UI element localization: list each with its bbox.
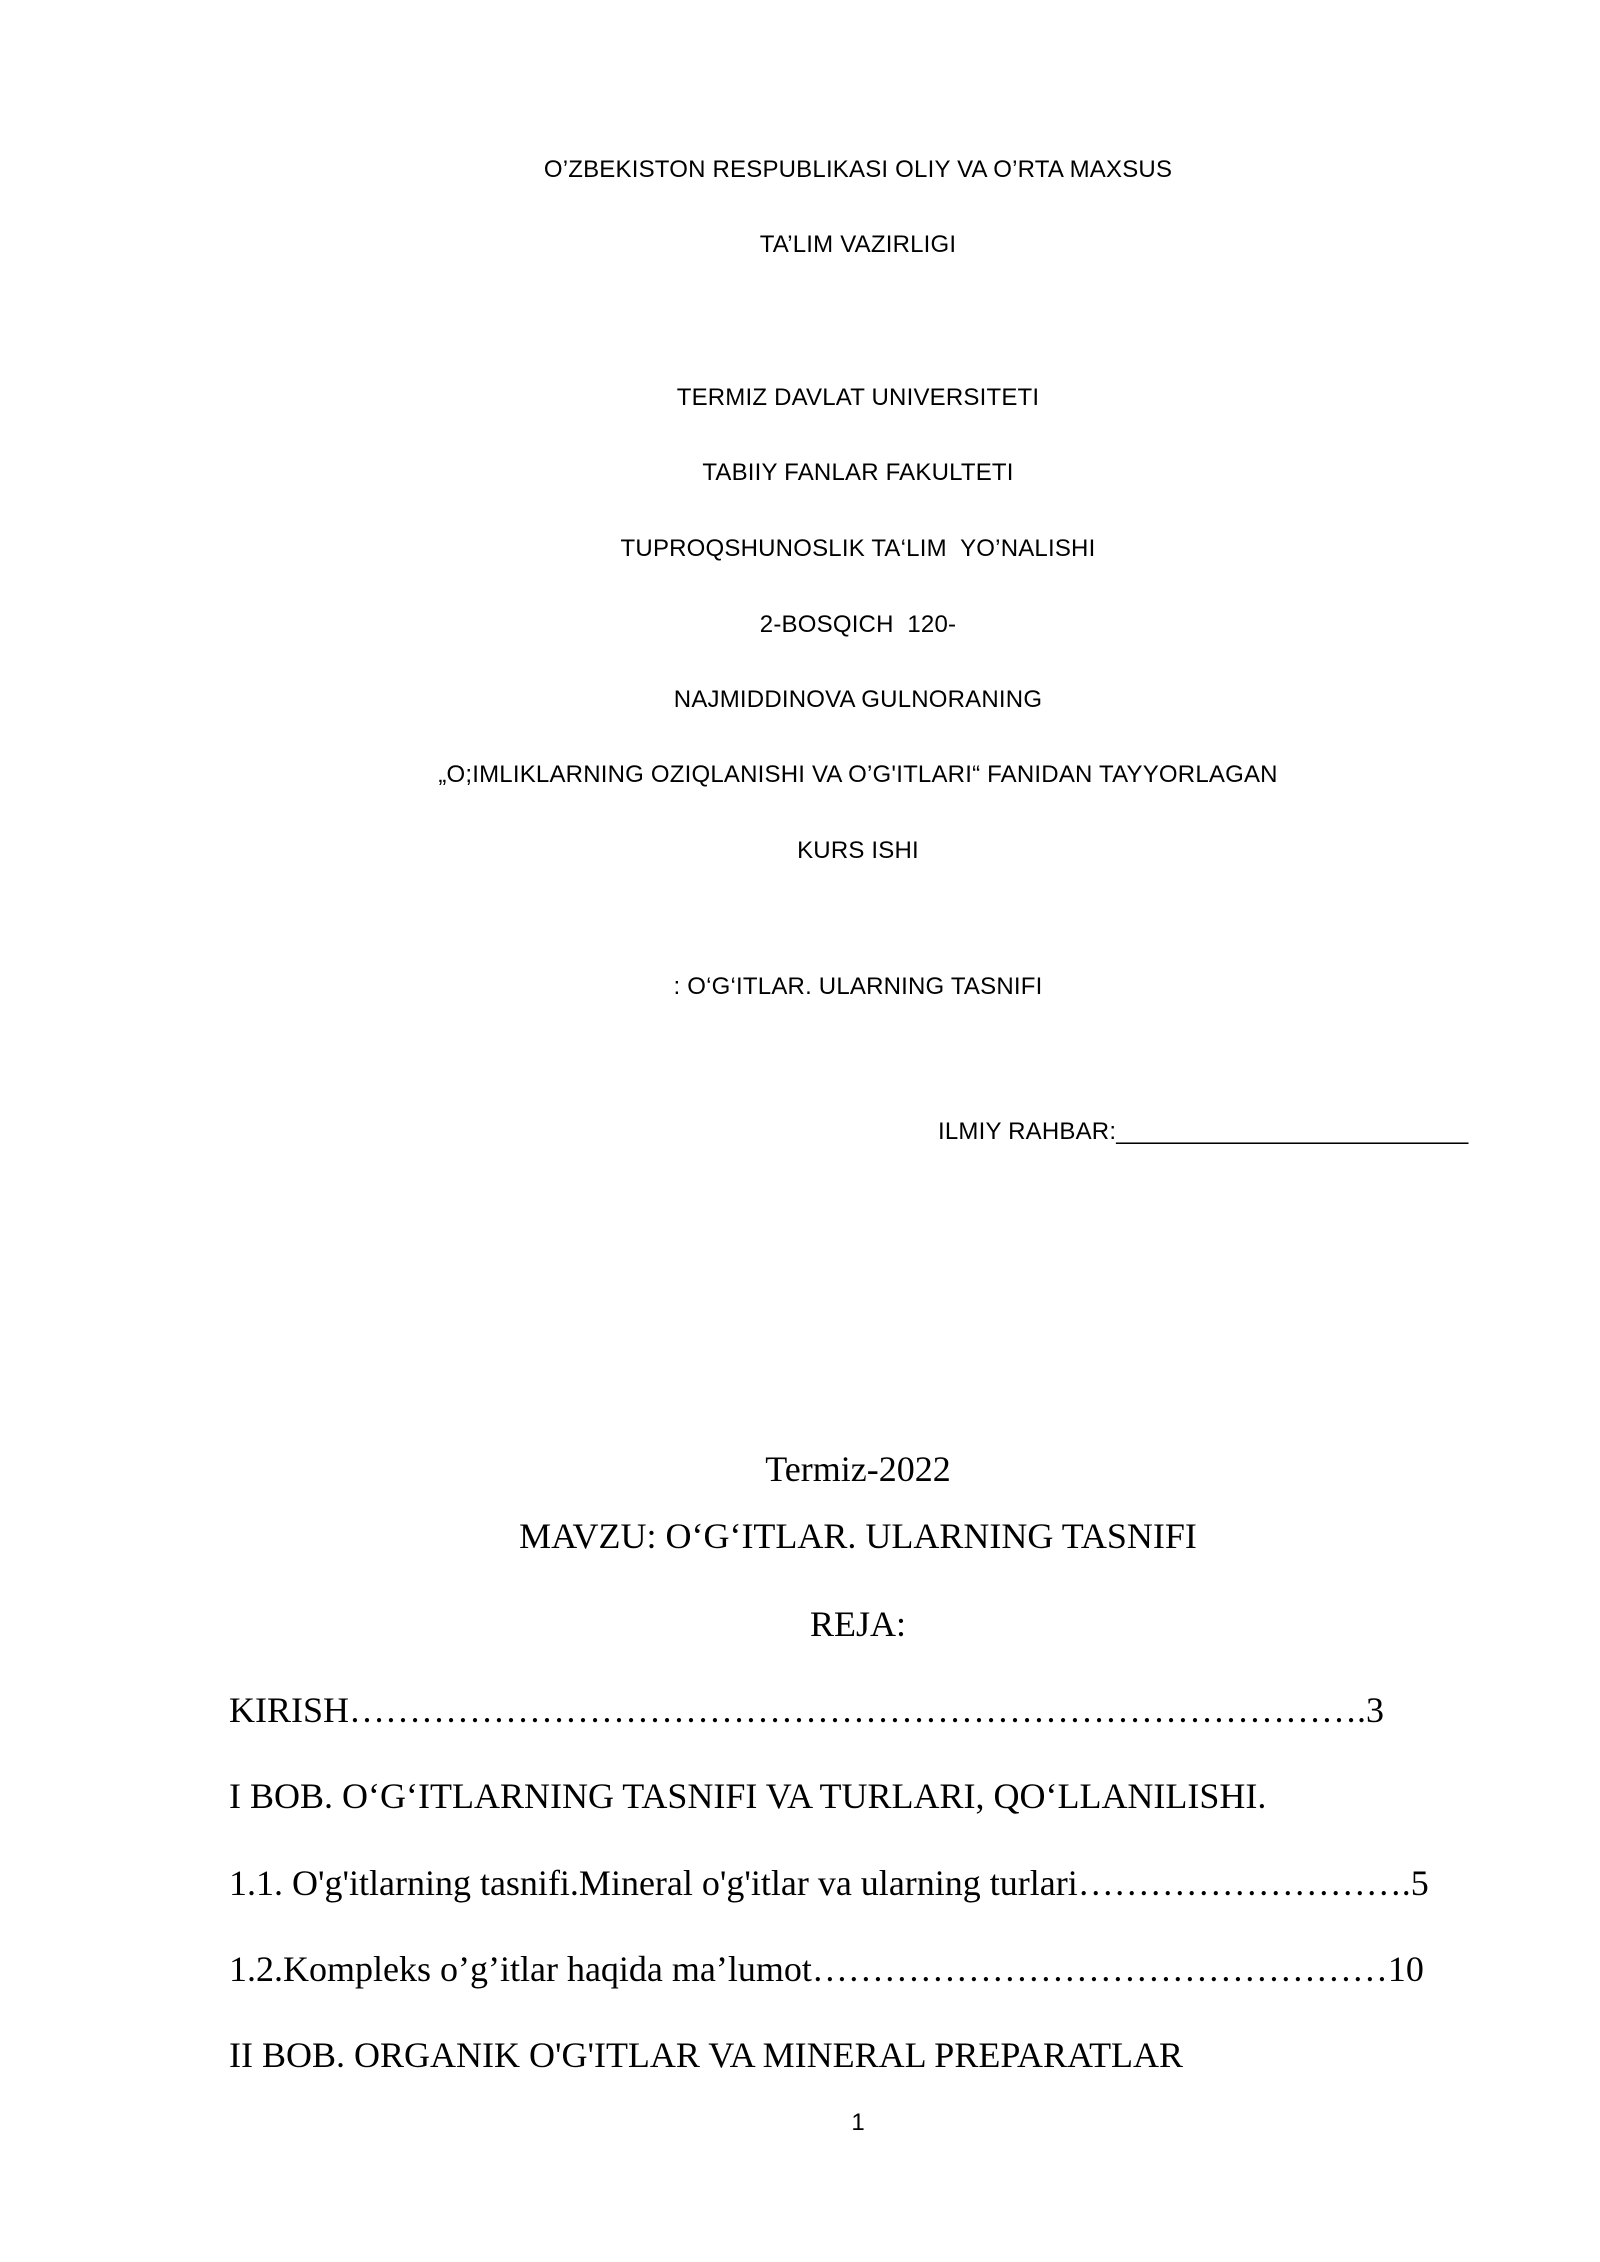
toc-item-chapter-2: II BOB. ORGANIK O'G'ITLAR VA MINERAL PREPARATLAR	[229, 2035, 1184, 2075]
toc-item-chapter-1: I BOB. O‘G‘ITLARNING TASNIFI VA TURLARI, QO‘LLANILISHI.	[229, 1776, 1267, 1816]
university-name: TERMIZ DAVLAT UNIVERSITETI	[676, 384, 1040, 411]
student-name: NAJMIDDINOVA GULNORANING	[673, 686, 1043, 713]
toc-item-section-1-2: 1.2.Kompleks o’g’itlar haqida ma’lumot…………………………………………10	[229, 1949, 1424, 1989]
supervisor-line: ILMIY RAHBAR:__________________________	[938, 1118, 1469, 1145]
ministry-line-2: TA’LIM VAZIRLIGI	[759, 231, 957, 258]
ministry-line-1: O’ZBEKISTON RESPUBLIKASI OLIY VA O’RTA MAXSUS	[543, 156, 1173, 183]
cover-topic: : O‘G‘ITLAR. ULARNING TASNIFI	[673, 973, 1043, 1000]
plan-heading: REJA:	[809, 1604, 906, 1644]
direction-name: TUPROQSHUNOSLIK TA‘LIM YO’NALISHI	[620, 535, 1096, 562]
toc-item-introduction: KIRISH………………………………………………………………………….3	[229, 1690, 1385, 1730]
page-number: 1	[851, 2109, 865, 2136]
subject-line: „O;IMLIKLARNING OZIQLANISHI VA O’G'ITLARI“ FANIDAN TAYYORLAGAN	[438, 761, 1278, 788]
city-year: Termiz-2022	[765, 1449, 951, 1489]
course-stage: 2-BOSQICH 120-	[759, 611, 957, 638]
faculty-name: TABIIY FANLAR FAKULTETI	[702, 459, 1014, 486]
work-type: KURS ISHI	[797, 837, 919, 864]
topic-title: MAVZU: O‘G‘ITLAR. ULARNING TASNIFI	[519, 1516, 1197, 1556]
toc-item-section-1-1: 1.1. O'g'itlarning tasnifi.Mineral o'g'itlar va ularning turlari……………………….5	[229, 1863, 1429, 1903]
